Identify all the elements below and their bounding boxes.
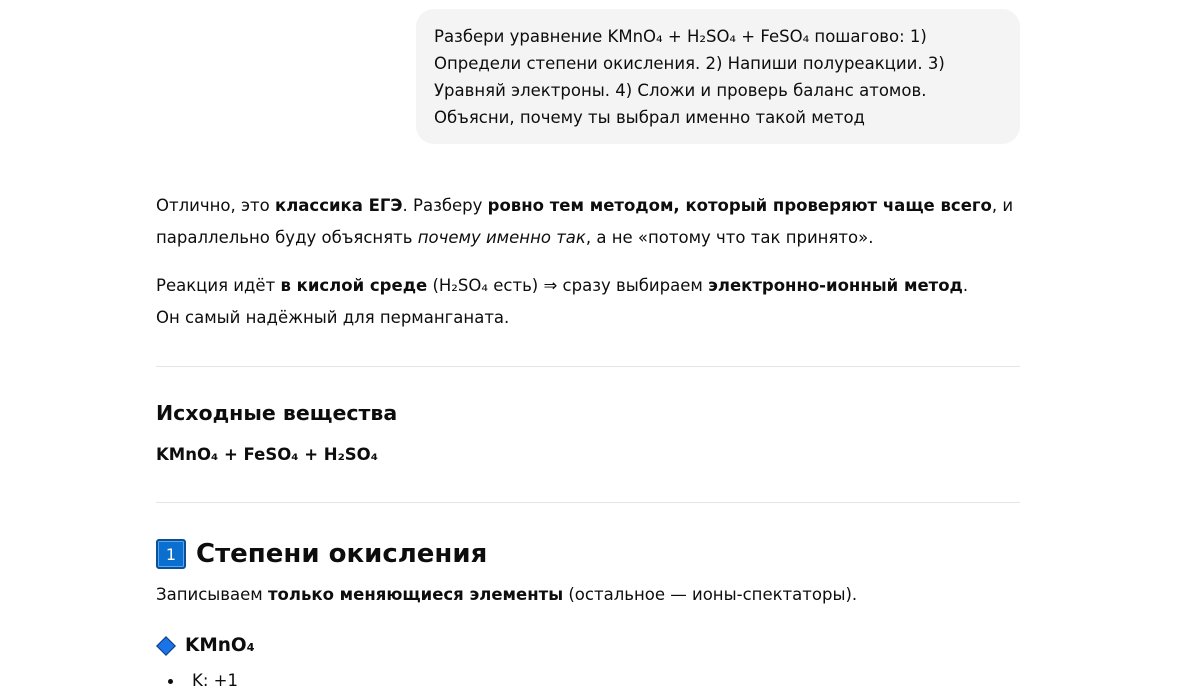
method-text-3: . <box>962 276 969 295</box>
intro-bold-1: классика ЕГЭ <box>275 196 403 215</box>
section-1-intro-text-2: (остальное — ионы-спектаторы). <box>563 585 858 604</box>
method-bold-1: в кислой среде <box>280 276 428 295</box>
method-text-2: (H₂SO₄ есть) ⇒ сразу выбираем <box>427 276 709 295</box>
keycap-one-icon <box>156 539 186 569</box>
intro-text-1: Отлично, это <box>156 196 275 215</box>
intro-bold-2: ровно тем методом, который проверяют чаще всего <box>487 196 992 215</box>
intro-text-2: . Разберу <box>402 196 488 215</box>
reactants-heading: Исходные вещества <box>156 401 398 425</box>
method-paragraph <box>156 270 1020 334</box>
user-message-text: Разбери уравнение KMnO₄ + H₂SO₄ + FeSO₄ пошагово: 1) Определи степени окисления. 2) Напиши полуреакции. 3) Уравняй электроны. 4) Сложи и проверь баланс атомов. Объясни, почему ты выбрал именно такой метод <box>434 27 945 127</box>
section-1-intro <box>156 583 857 607</box>
method-bold-2: электронно-ионный метод <box>708 276 963 295</box>
method-line-2: Он самый надёжный для перманганата. <box>156 308 510 327</box>
intro-text-4: , а не «потому что так принято». <box>585 228 874 247</box>
oxidation-states-list <box>156 668 238 694</box>
blue-diamond-icon <box>156 636 176 656</box>
reactants-formula: KMnO₄ + FeSO₄ + H₂SO₄ <box>156 445 378 464</box>
divider-1 <box>156 366 1020 367</box>
section-1-heading-row <box>156 537 487 571</box>
list-item-text: K: +1 <box>192 671 238 690</box>
section-1-intro-bold: только меняющиеся элементы <box>267 585 564 604</box>
kmno4-subheading: KMnO₄ <box>185 635 255 656</box>
user-message-bubble <box>416 9 1020 144</box>
divider-2 <box>156 502 1020 503</box>
list-item <box>156 668 238 694</box>
assistant-response <box>156 190 1020 690</box>
section-1-intro-text-1: Записываем <box>156 585 268 604</box>
kmno4-subheading-row <box>156 633 255 659</box>
bullet-dot-icon <box>168 679 173 684</box>
intro-italic-1: почему именно так <box>417 228 586 247</box>
intro-text-3: , и параллельно буду объяснять <box>156 196 1014 247</box>
section-1-heading: Степени окисления <box>196 539 488 569</box>
section-1-number: 1 <box>165 544 177 564</box>
method-text-1: Реакция идёт <box>156 276 281 295</box>
intro-paragraph <box>156 190 1020 254</box>
